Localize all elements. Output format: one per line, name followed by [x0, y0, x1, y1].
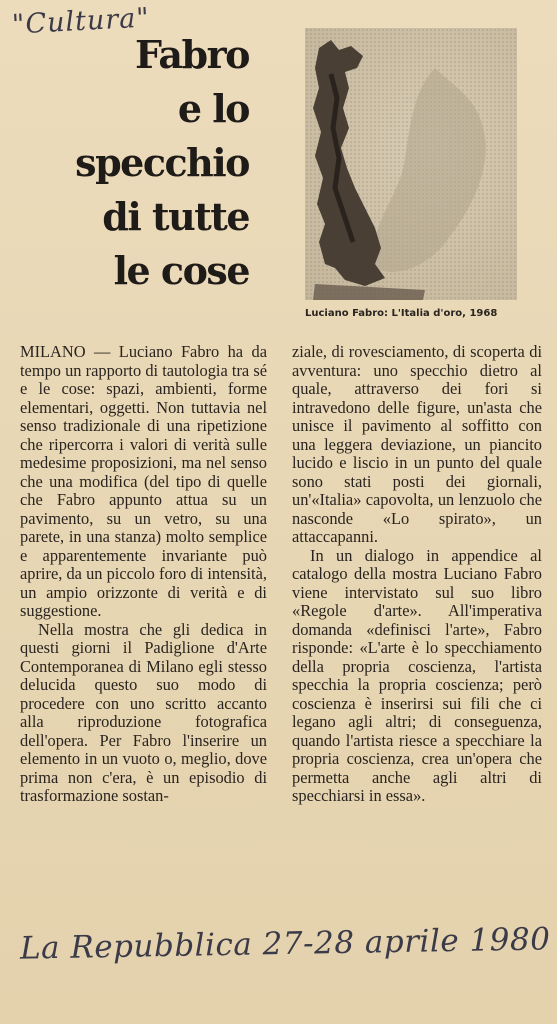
article-paragraph: In un dialogo in appendice al catalogo della mostra Luciano Fabro viene intervistato sul suo libro «Regole d'arte». All'imperativa domanda «definisci l'arte», Fabro risponde: «L'arte è lo specchiamento della propria coscienza, l'artista specchia la propria coscienza; però coscienza è inserirsi sui fili che ci legano agli altri; di conseguenza, quando l'artista riesce a specchiare la propria coscienza, crea un'opera che permetta anche agli altri di specchiarsi in essa».: [292, 545, 542, 805]
handwritten-source-note: La Repubblica 27-28 aprile 1980: [19, 921, 551, 967]
headline-line: Fabro: [135, 32, 249, 77]
headline-line: le cose: [113, 248, 249, 293]
headline-line: specchio: [75, 140, 249, 185]
italy-sculpture-image: [305, 28, 517, 300]
artwork-photo: [305, 28, 517, 300]
photo-caption: Luciano Fabro: L'Italia d'oro, 1968: [305, 308, 498, 319]
article-paragraph: ziale, di rovesciamento, di scoperta di avventura: uno specchio dietro al quale, attraverso dei fori si intravedono delle figure, un'asta che unisce il pavimento al soffitto con una leggera deviazione, un piancito lucido e liscio in un punto del quale sono stati posti dei giornali, un'«Italia» capovolta, un lenzuolo che nasconde «Lo spirato», un attaccapanni.: [292, 342, 542, 546]
article-paragraph: MILANO — Luciano Fabro ha da tempo un rapporto di tautologia tra sé e le cose: spazi, ambienti, forme elementari, oggetti. Non tuttavia nel senso tradizionale di una ripetizione che ripercorra i valori di verità sulle medesime proposizioni, ma nel senso che una modifica (del tipo di quelle che Fabro appunto attua su un pavimento, su un vetro, su una parete, in una stanza) molto semplice e apparentemente invariante può aprire, da un piccolo foro di intensità, un ampio orizzonte di verità e di suggestione.: [20, 342, 267, 620]
article-column-left: [20, 343, 267, 806]
headline-line: e lo: [177, 86, 249, 131]
headline: [75, 28, 249, 298]
handwritten-section-note: "Cultura": [11, 2, 151, 41]
headline-line: di tutte: [102, 194, 249, 239]
article-paragraph: Nella mostra che gli dedica in questi giorni il Padiglione d'Arte Contemporanea di Milano egli stesso delucida questo suo modo di procedere con uno scritto accanto alla riproduzione fotografica dell'opera. Per Fabro l'inserire un elemento in un vuoto o, meglio, dove prima non c'era, è un episodio di trasformazione sostan-: [20, 619, 267, 805]
article-column-right: [292, 343, 542, 806]
